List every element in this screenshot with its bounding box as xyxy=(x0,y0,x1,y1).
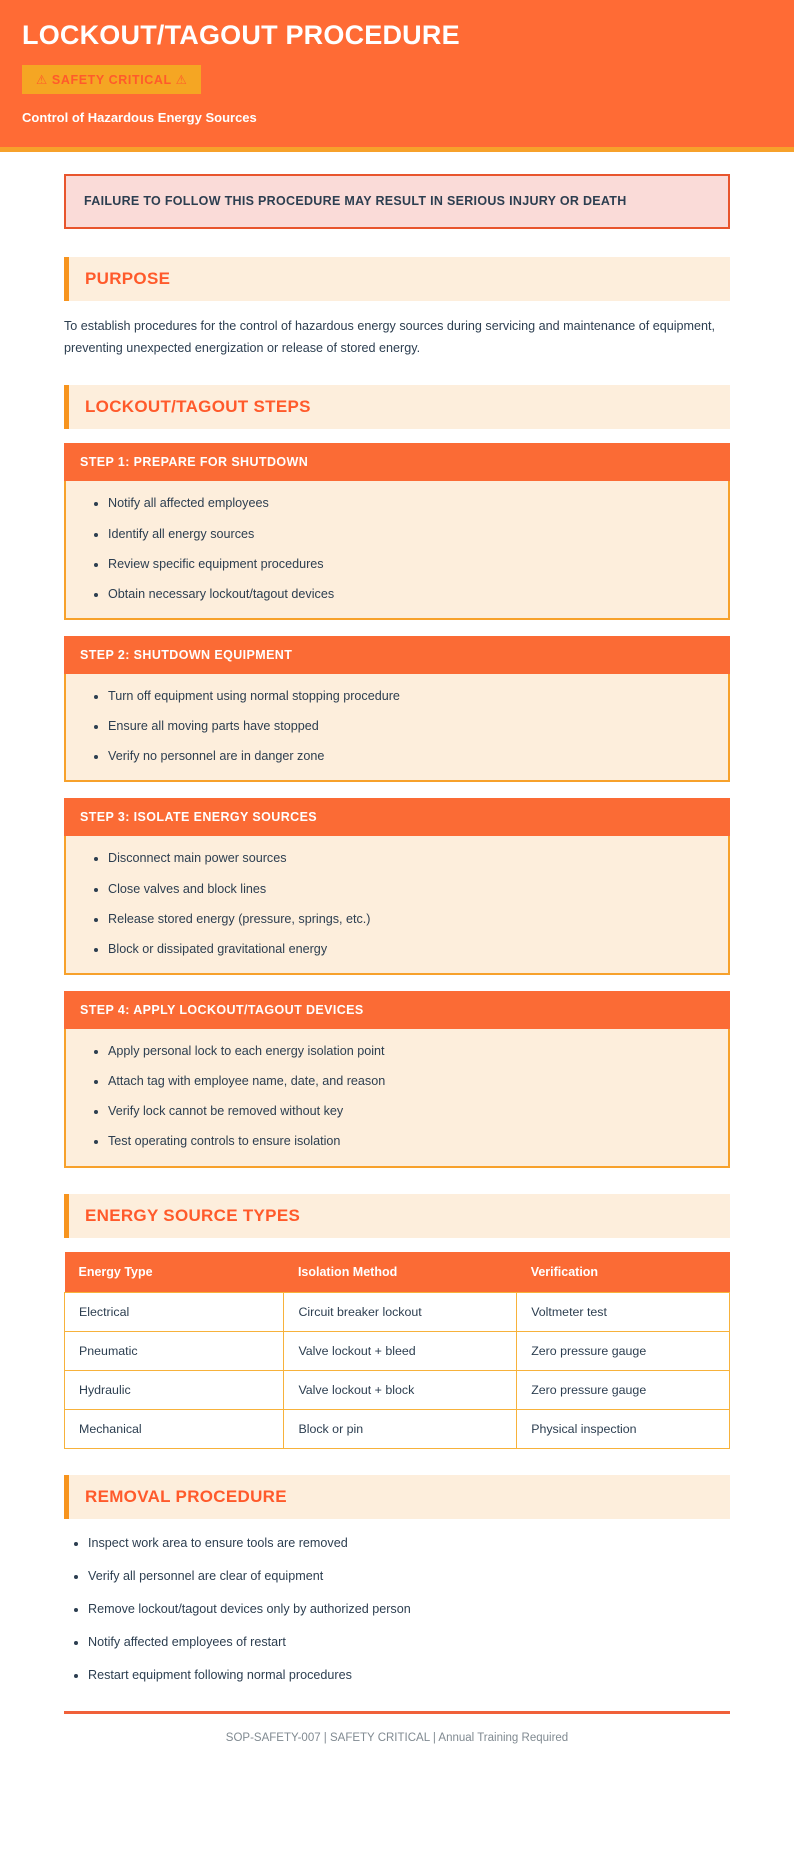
list-item: • Verify lock cannot be removed without key xyxy=(108,1101,712,1121)
table-row xyxy=(65,1370,730,1409)
section-removal-procedure xyxy=(64,1475,730,1686)
list-item: • Inspect work area to ensure tools are removed xyxy=(88,1533,730,1553)
table-row xyxy=(65,1409,730,1448)
list-item: • Identify all energy sources xyxy=(108,524,712,544)
step-card xyxy=(64,443,730,620)
table-column-header: Verification xyxy=(517,1252,730,1293)
table-cell: Circuit breaker lockout xyxy=(284,1292,517,1331)
table-cell: Zero pressure gauge xyxy=(517,1370,730,1409)
section-heading-removal xyxy=(64,1475,730,1519)
step-card-title: STEP 3: ISOLATE ENERGY SOURCES xyxy=(64,798,730,836)
step-card xyxy=(64,636,730,782)
table-body xyxy=(65,1292,730,1448)
safety-critical-badge-label: SAFETY CRITICAL xyxy=(51,73,172,88)
table-row xyxy=(65,1292,730,1331)
warning-triangle-icon-left: ⚠ xyxy=(36,73,48,88)
list-item: • Remove lockout/tagout devices only by authorized person xyxy=(88,1599,730,1619)
section-heading-purpose xyxy=(64,257,730,301)
list-item: • Ensure all moving parts have stopped xyxy=(108,716,712,736)
table-column-header: Isolation Method xyxy=(284,1252,517,1293)
table-cell: Block or pin xyxy=(284,1409,517,1448)
list-item: • Block or dissipated gravitational energy xyxy=(108,939,712,959)
danger-banner: FAILURE TO FOLLOW THIS PROCEDURE MAY RESULT IN SERIOUS INJURY OR DEATH xyxy=(64,174,730,229)
safety-critical-badge xyxy=(22,65,201,94)
step-card-title: STEP 4: APPLY LOCKOUT/TAGOUT DEVICES xyxy=(64,991,730,1029)
list-item: • Test operating controls to ensure isolation xyxy=(108,1131,712,1151)
step-card-body xyxy=(64,674,730,782)
table-cell: Mechanical xyxy=(65,1409,284,1448)
list-item: • Review specific equipment procedures xyxy=(108,554,712,574)
list-item: • Apply personal lock to each energy isolation point xyxy=(108,1041,712,1061)
table-cell: Valve lockout + bleed xyxy=(284,1331,517,1370)
list-item: • Verify no personnel are in danger zone xyxy=(108,746,712,766)
section-heading-label: LOCKOUT/TAGOUT STEPS xyxy=(85,397,311,417)
list-item: • Verify all personnel are clear of equipment xyxy=(88,1566,730,1586)
step-card-body xyxy=(64,836,730,975)
document-footer xyxy=(64,1711,730,1746)
table-cell: Valve lockout + block xyxy=(284,1370,517,1409)
list-item: • Release stored energy (pressure, springs, etc.) xyxy=(108,909,712,929)
energy-source-table xyxy=(64,1252,730,1449)
section-heading-label: REMOVAL PROCEDURE xyxy=(85,1486,287,1506)
step-card xyxy=(64,798,730,975)
list-item: • Attach tag with employee name, date, and reason xyxy=(108,1071,712,1091)
step-item-list xyxy=(82,1041,712,1152)
table-cell: Hydraulic xyxy=(65,1370,284,1409)
document-header xyxy=(0,0,794,152)
step-card-title: STEP 2: SHUTDOWN EQUIPMENT xyxy=(64,636,730,674)
table-cell: Physical inspection xyxy=(517,1409,730,1448)
step-card-body xyxy=(64,481,730,620)
section-purpose xyxy=(64,257,730,359)
list-item: • Turn off equipment using normal stopping procedure xyxy=(108,686,712,706)
table-header xyxy=(65,1252,730,1293)
step-item-list xyxy=(82,686,712,766)
table-cell: Electrical xyxy=(65,1292,284,1331)
list-item: • Close valves and block lines xyxy=(108,879,712,899)
step-item-list xyxy=(82,848,712,959)
removal-procedure-list xyxy=(64,1533,730,1686)
section-heading-steps xyxy=(64,385,730,429)
table-header-row xyxy=(65,1252,730,1293)
list-item: • Restart equipment following normal procedures xyxy=(88,1665,730,1685)
steps-container xyxy=(64,443,730,1167)
list-item: • Obtain necessary lockout/tagout devices xyxy=(108,584,712,604)
table-cell: Voltmeter test xyxy=(517,1292,730,1331)
list-item: • Notify affected employees of restart xyxy=(88,1632,730,1652)
warning-triangle-icon-right: ⚠ xyxy=(175,73,188,88)
section-steps xyxy=(64,385,730,1167)
table-column-header: Energy Type xyxy=(65,1252,284,1293)
list-item: • Disconnect main power sources xyxy=(108,848,712,868)
page-title: LOCKOUT/TAGOUT PROCEDURE xyxy=(22,20,460,50)
document-body xyxy=(0,152,794,1772)
step-card xyxy=(64,991,730,1168)
section-heading-label: PURPOSE xyxy=(85,269,171,289)
table-row xyxy=(65,1331,730,1370)
step-card-body xyxy=(64,1029,730,1168)
section-energy-types xyxy=(64,1194,730,1449)
table-cell: Zero pressure gauge xyxy=(517,1331,730,1370)
purpose-text: To establish procedures for the control of hazardous energy sources during servicing and maintenance of equipment, preventing unexpected energization or release of stored energy. xyxy=(64,319,716,356)
table-cell: Pneumatic xyxy=(65,1331,284,1370)
section-heading-energy-types xyxy=(64,1194,730,1238)
section-heading-label: ENERGY SOURCE TYPES xyxy=(85,1205,301,1225)
page-subtitle: Control of Hazardous Energy Sources xyxy=(22,110,257,126)
step-card-title: STEP 1: PREPARE FOR SHUTDOWN xyxy=(64,443,730,481)
step-item-list xyxy=(82,493,712,604)
footer-text: SOP-SAFETY-007 | SAFETY CRITICAL | Annual Training Required xyxy=(225,1732,569,1745)
list-item: • Notify all affected employees xyxy=(108,493,712,513)
